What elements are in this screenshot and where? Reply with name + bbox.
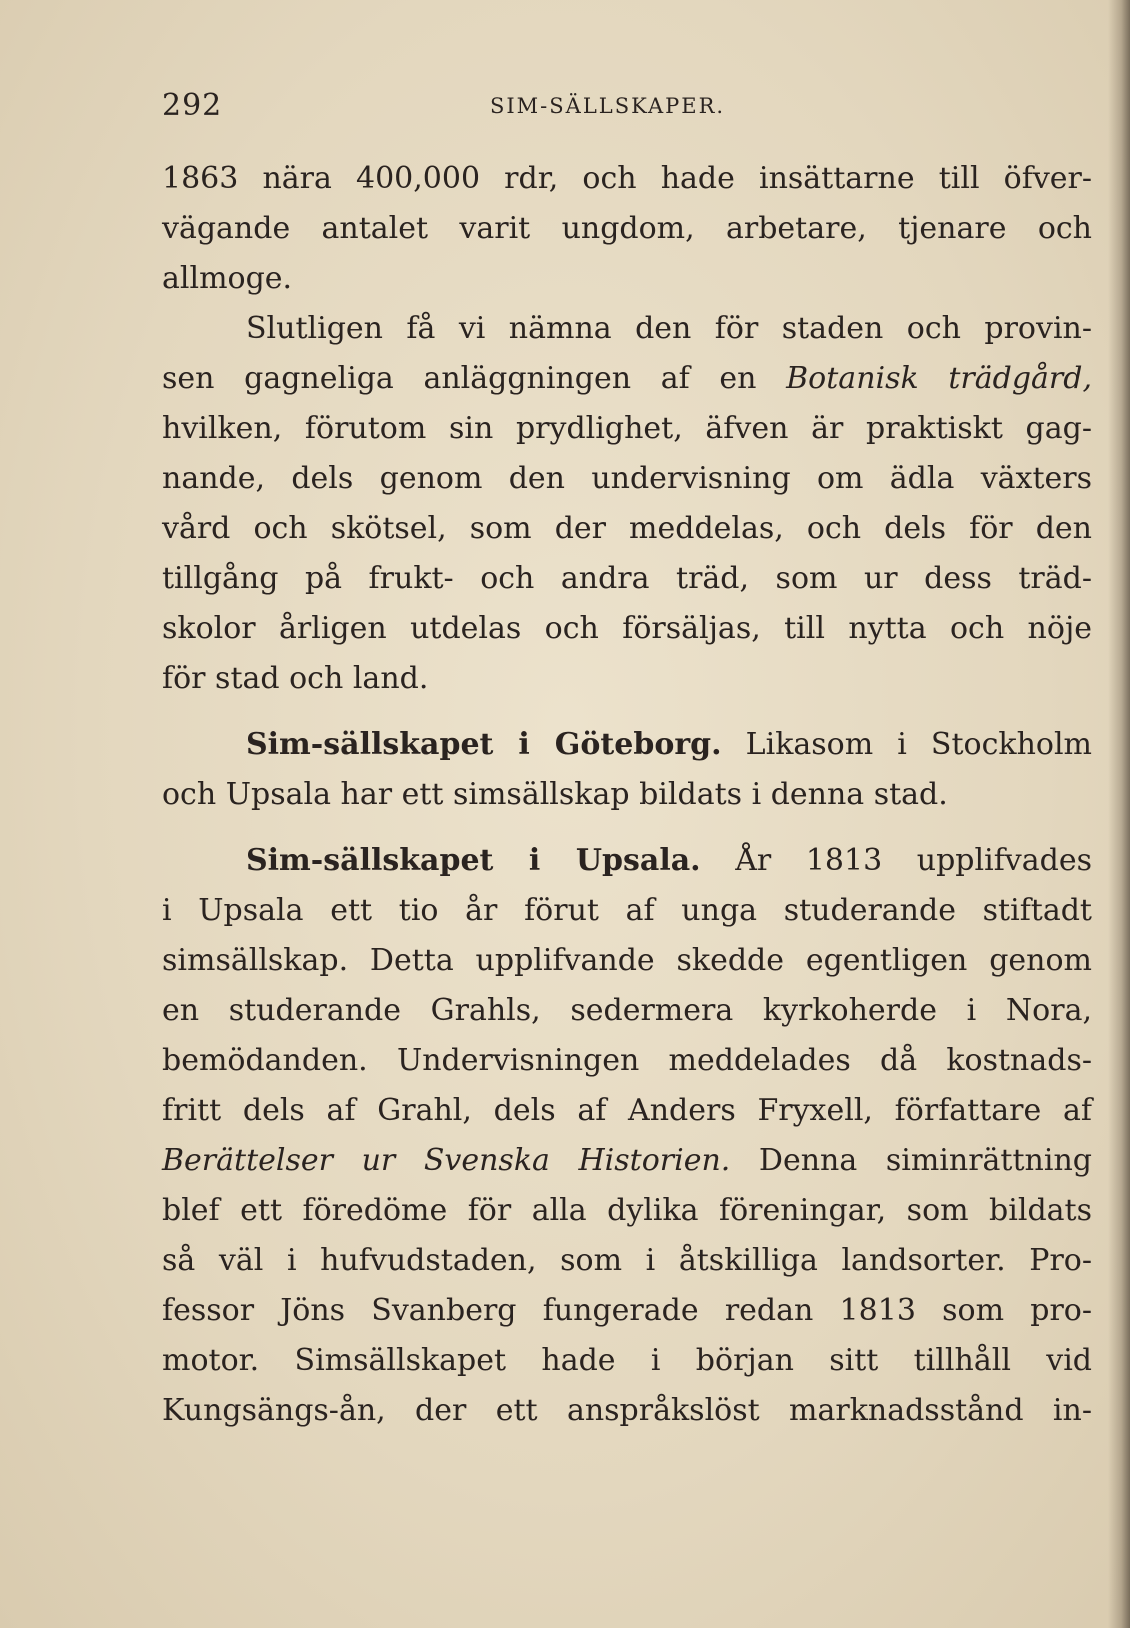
text-span: sen gagneliga anläggningen af en [162,361,787,396]
text-line: vägande antalet varit ungdom, arbetare, tjenare och [162,211,1092,246]
text-span: Denna siminrättning [730,1143,1092,1178]
running-title: SIM-SÄLLSKAPER. [490,94,726,118]
text-line: blef ett föredöme för alla dylika föreningar, som bildats [162,1193,1092,1228]
text-line: motor. Simsällskapet hade i början sitt tillhåll vid [162,1343,1092,1378]
text-line: bemödanden. Undervisningen meddelades då kostnads- [162,1043,1092,1078]
text-line: tillgång på frukt- och andra träd, som ur dess träd- [162,561,1092,596]
text-line: Slutligen få vi nämna den för staden och provin- [246,311,1092,346]
text-line: allmoge. [162,261,293,296]
text-line: och Upsala har ett simsällskap bildats i denna stad. [162,777,948,812]
text-line: simsällskap. Detta upplifvande skedde egentligen genom [162,943,1092,978]
text-line: nande, dels genom den undervisning om ädla växters [162,461,1092,496]
text-line: fessor Jöns Svanberg fungerade redan 1813 som pro- [162,1293,1092,1328]
text-line [162,354,1092,404]
paragraph-gap [162,820,1092,836]
section-heading: Sim-sällskapet i Göteborg. [246,727,722,762]
text-span: Likasom i Stockholm [721,727,1093,762]
text-line: Kungsängs-ån, der ett anspråkslöst marknadsstånd in- [162,1393,1092,1428]
text-line: vård och skötsel, som der meddelas, och dels för den [162,511,1092,546]
italic-title: Botanisk trädgård, [786,361,1093,396]
page-number: 292 [162,88,223,123]
page-edge-shadow [1108,0,1130,1628]
text-line [162,836,1092,886]
text-line: 1863 nära 400,000 rdr, och hade insättarne till öfver- [162,161,1092,196]
text-line: så väl i hufvudstaden, som i åtskilliga landsorter. Pro- [162,1243,1092,1278]
text-span: År 1813 upplifvades [700,843,1092,878]
text-line [162,720,1092,770]
text-line: en studerande Grahls, sedermera kyrkoherde i Nora, [162,993,1092,1028]
text-line: hvilken, förutom sin prydlighet, äfven är praktiskt gag- [162,411,1092,446]
italic-title: Berättelser ur Svenska Historien. [162,1143,731,1178]
section-heading: Sim-sällskapet i Upsala. [246,843,701,878]
text-line [162,1136,1092,1186]
text-line: för stad och land. [162,661,429,696]
text-line: fritt dels af Grahl, dels af Anders Fryxell, författare af [162,1093,1092,1128]
page-header [162,88,1092,138]
body-text [162,154,1092,1436]
paragraph-gap [162,704,1092,720]
text-line: i Upsala ett tio år förut af unga studerande stiftadt [162,893,1092,928]
text-line: skolor årligen utdelas och försäljas, till nytta och nöje [162,611,1092,646]
